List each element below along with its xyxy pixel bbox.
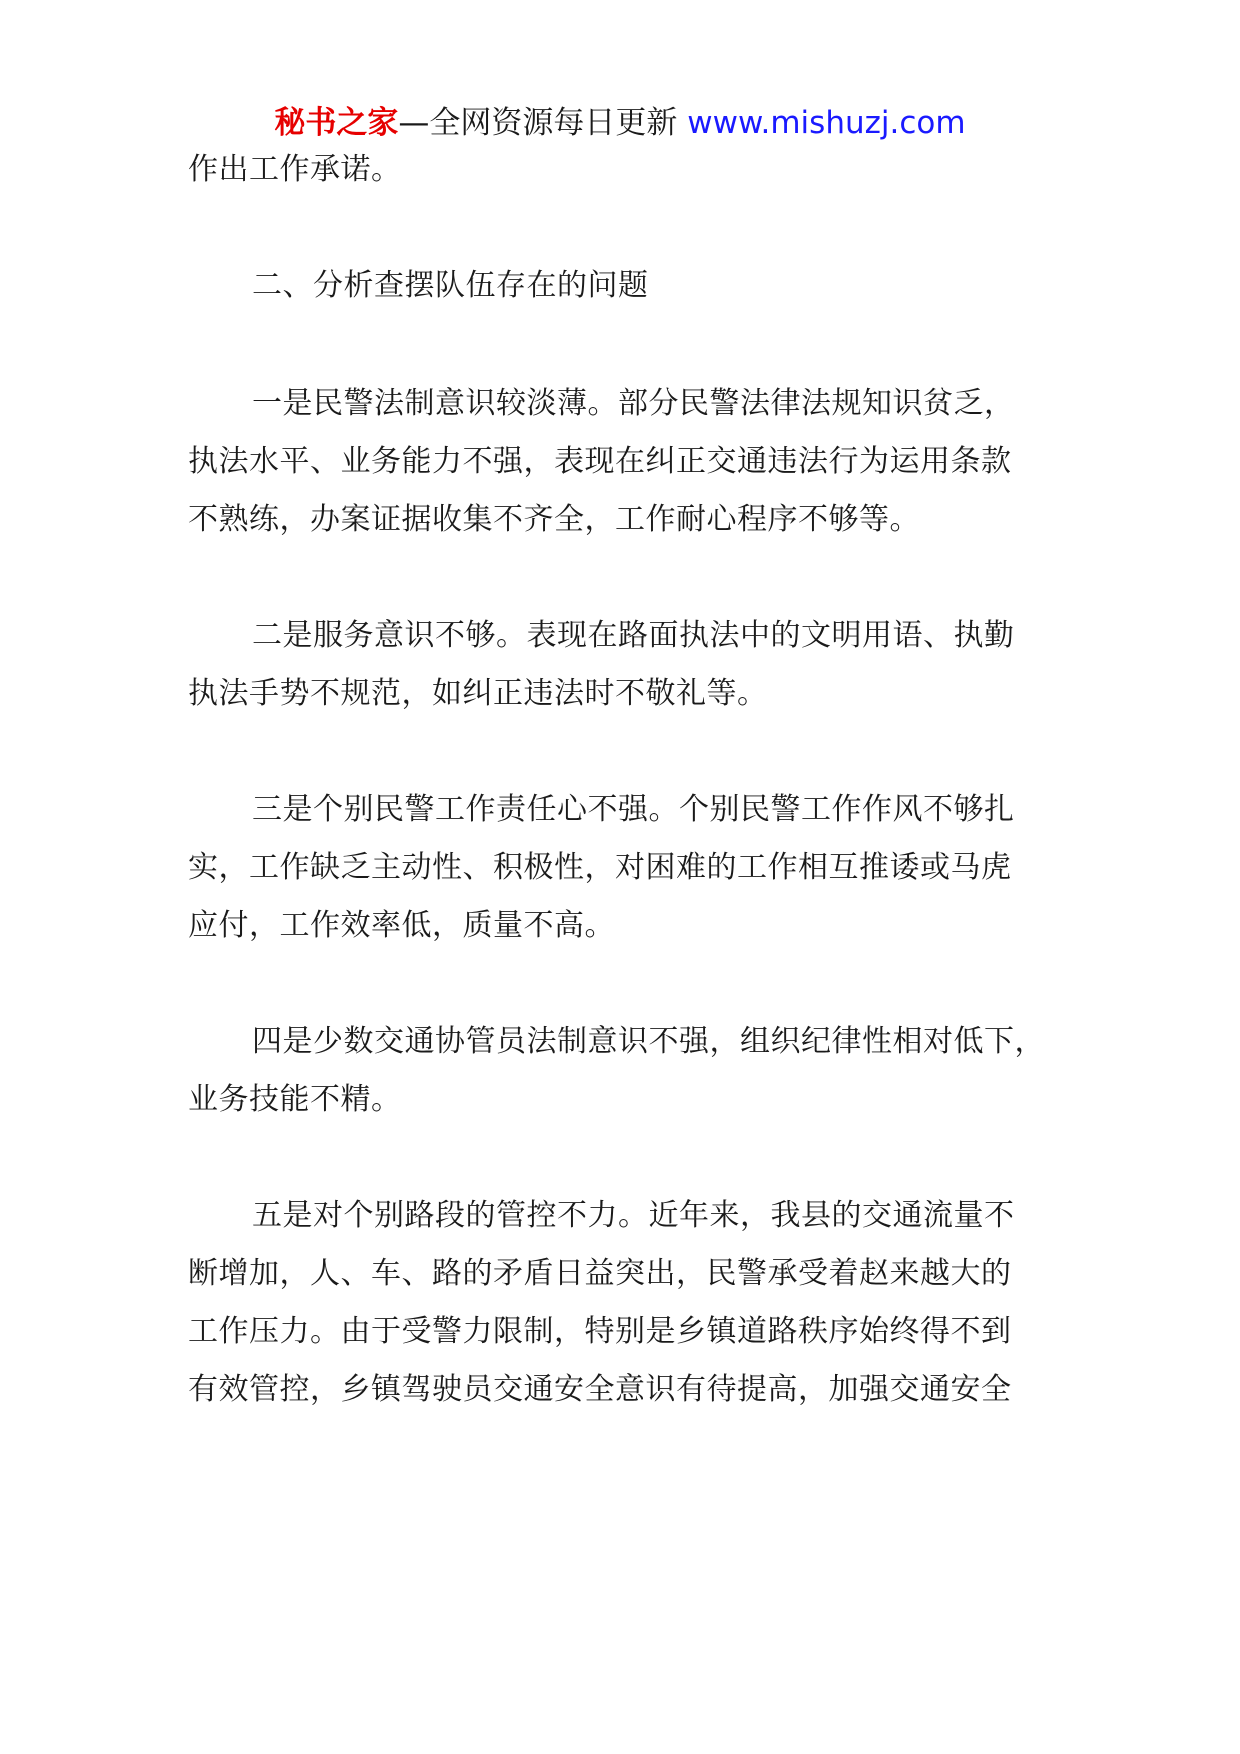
paragraph-line: 工作压力。由于受警力限制，特别是乡镇道路秩序始终得不到 — [188, 1314, 1012, 1349]
paragraph-line: 五是对个别路段的管控不力。近年来，我县的交通流量不 — [252, 1198, 1015, 1233]
paragraph-line: 有效管控，乡镇驾驶员交通安全意识有待提高，加强交通安全 — [188, 1372, 1012, 1407]
paragraph-line: 二是服务意识不够。表现在路面执法中的文明用语、执勤 — [252, 618, 1015, 653]
paragraph-line: 不熟练，办案证据收集不齐全，工作耐心程序不够等。 — [188, 502, 920, 537]
paragraph-line: 断增加，人、车、路的矛盾日益突出，民警承受着赵来越大的 — [188, 1256, 1012, 1291]
paragraph-line: 作出工作承诺。 — [188, 152, 402, 187]
site-brand: 秘书之家 — [274, 105, 399, 141]
paragraph-line: 一是民警法制意识较淡薄。部分民警法律法规知识贫乏， — [252, 386, 1015, 421]
paragraph-line: 业务技能不精。 — [188, 1082, 402, 1117]
paragraph-line: 执法手势不规范，如纠正违法时不敬礼等。 — [188, 676, 768, 711]
site-tagline: —全网资源每日更新 — [398, 105, 688, 141]
paragraph-line: 三是个别民警工作责任心不强。个别民警工作作风不够扎 — [252, 792, 1015, 827]
paragraph-line: 执法水平、业务能力不强，表现在纠正交通违法行为运用条款 — [188, 444, 1012, 479]
site-url-link[interactable]: www.mishuzj.com — [687, 105, 966, 141]
paragraph-line: 四是少数交通协管员法制意识不强，组织纪律性相对低下， — [252, 1024, 1045, 1059]
paragraph-line: 应付，工作效率低，质量不高。 — [188, 908, 615, 943]
section-heading: 二、分析查摆队伍存在的问题 — [252, 268, 649, 303]
paragraph-line: 实，工作缺乏主动性、积极性，对困难的工作相互推诿或马虎 — [188, 850, 1012, 885]
